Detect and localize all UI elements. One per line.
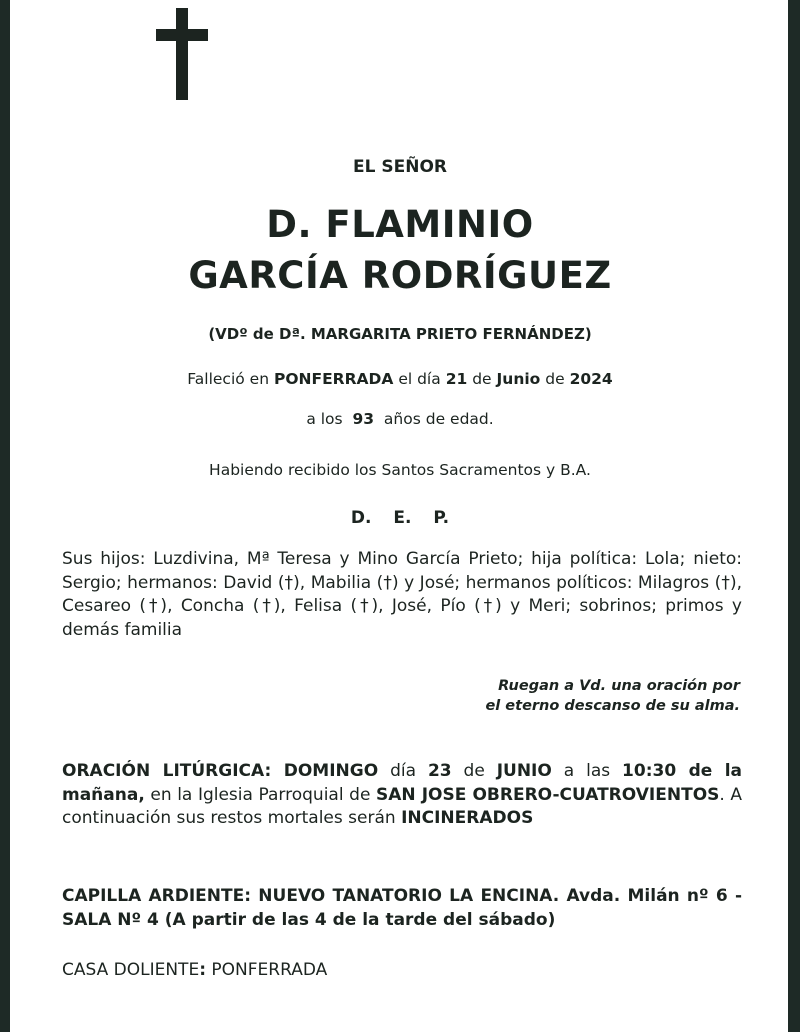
chapel-info: CAPILLA ARDIENTE: NUEVO TANATORIO LA ENCINA. Avda. Milán nº 6 - SALA Nº 4 (A partir de las 4 de la tarde del sábado) (62, 886, 742, 930)
dep-initials: D. E. P. (350, 508, 450, 528)
service-info: ORACIÓN LITÚRGICA: DOMINGO día 23 de JUNIO a las 10:30 de la mañana, en la Iglesia Parroquial de SAN JOSE OBRERO-CUATROVIENTOS. A continuación sus restos mortales serán INCINERADOS (62, 761, 743, 828)
cross-icon (156, 8, 208, 100)
prayer-request: Ruegan a Vd. una oración por el eterno descanso de su alma. (485, 678, 740, 714)
home-info: CASA DOLIENTE: PONFERRADA (62, 960, 328, 980)
age-info: a los 93 años de edad. (306, 410, 494, 428)
family-list: Sus hijos: Luzdivina, Mª Teresa y Mino García Prieto; hija política: Lola; nieto: Sergio; hermanos: David (†), Mabilia (†) y José; hermanos políticos: Milagros (†), Cesareo (†), Concha (†), Felisa (†), José, Pío (†) y Meri; sobrinos; primos y demás familia (62, 549, 742, 640)
sacraments-line: Habiendo recibido los Santos Sacramentos y B.A. (209, 461, 591, 479)
deceased-name-line2: GARCÍA RODRÍGUEZ (188, 254, 612, 297)
deceased-name-line1: D. FLAMINIO (266, 203, 534, 246)
death-info: Falleció en PONFERRADA el día 21 de Junio de 2024 (187, 370, 613, 388)
widower-of: (VDº de Dª. MARGARITA PRIETO FERNÁNDEZ) (208, 325, 592, 343)
intro-title: EL SEÑOR (353, 157, 447, 177)
